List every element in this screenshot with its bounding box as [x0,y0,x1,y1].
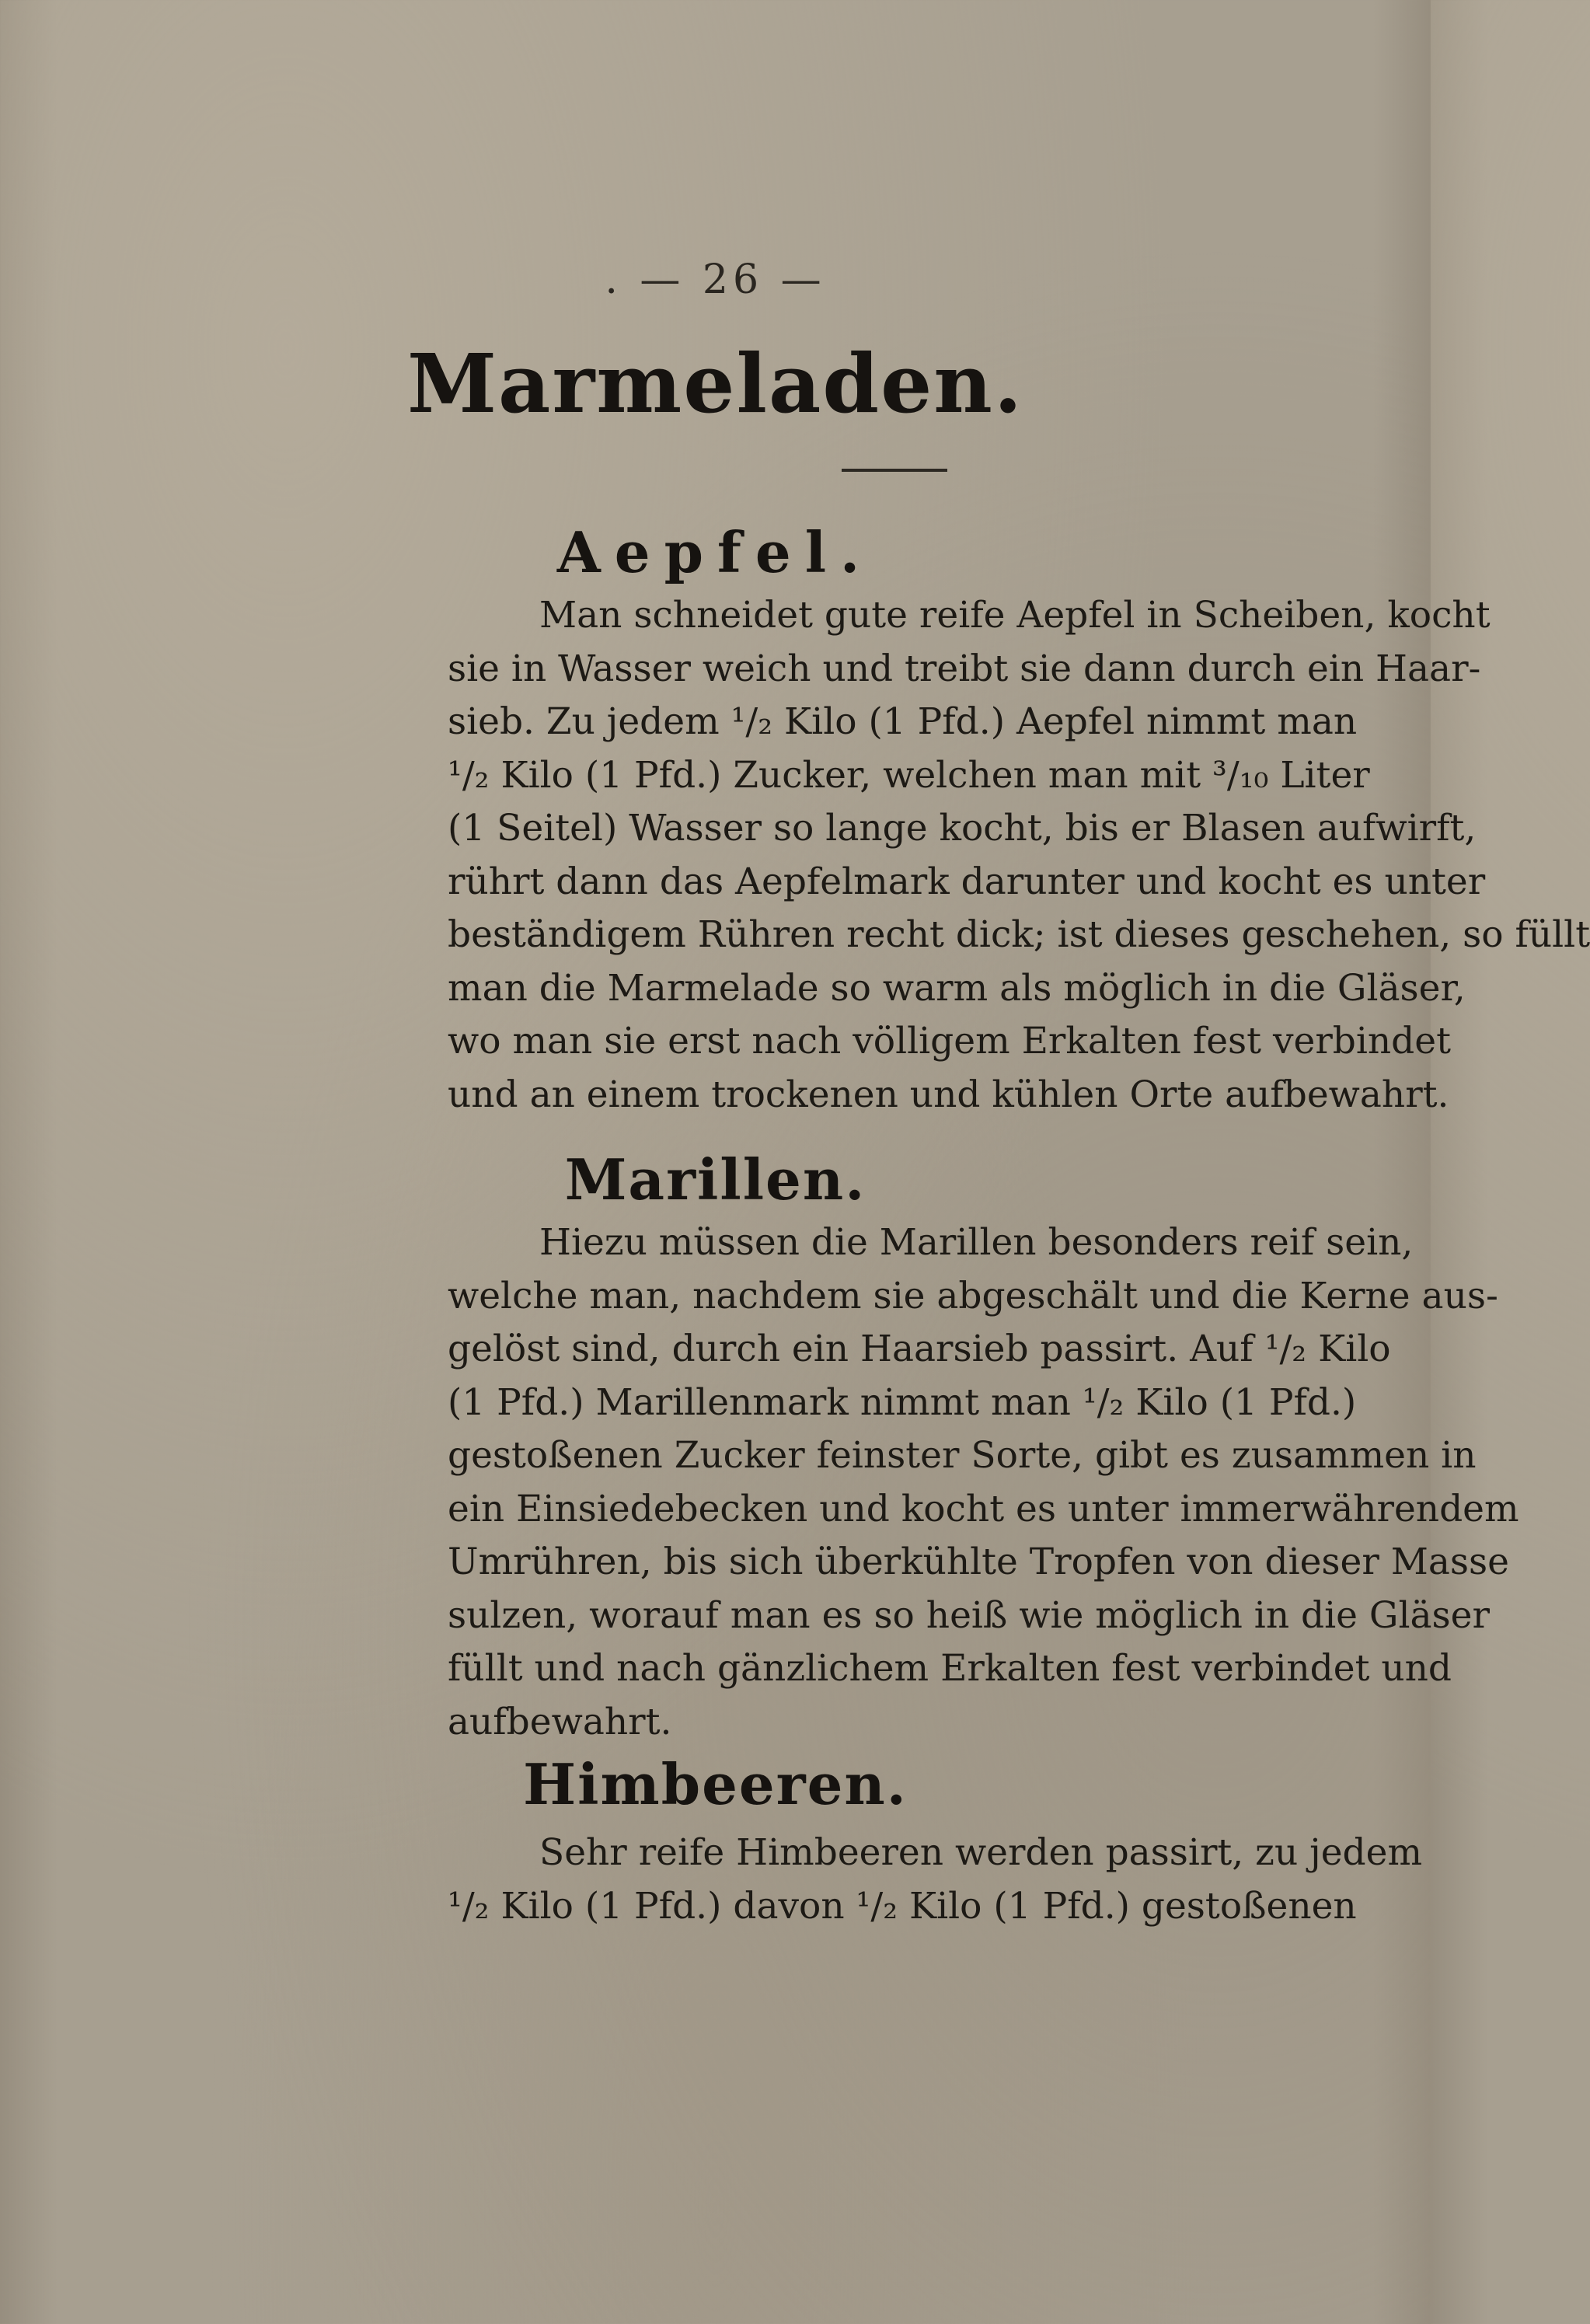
text-line: (1 Seitel) Wasser so lange kocht, bis er Blasen aufwirft, [448,807,1477,850]
text-line: ¹/₂ Kilo (1 Pfd.) davon ¹/₂ Kilo (1 Pfd.) gestoßenen [448,1884,1357,1928]
section-heading-aepfel: Aepfel. [556,519,874,585]
title-divider [842,469,947,472]
text-line: Sehr reife Himbeeren werden passirt, zu jedem [539,1831,1423,1874]
text-line: sie in Wasser weich und treibt sie dann durch ein Haar- [448,647,1481,690]
text-line: sulzen, worauf man es so heiß wie möglich in die Gläser [448,1593,1490,1637]
text-line: aufbewahrt. [448,1700,672,1743]
text-line: welche man, nachdem sie abgeschält und die Kerne aus- [448,1274,1498,1317]
text-line: und an einem trockenen und kühlen Orte aufbewahrt. [448,1073,1449,1116]
text-line: ¹/₂ Kilo (1 Pfd.) Zucker, welchen man mit ³/₁₀ Liter [448,753,1370,797]
text-line: rührt dann das Aepfelmark darunter und kocht es unter [448,860,1486,903]
text-line: (1 Pfd.) Marillenmark nimmt man ¹/₂ Kilo (1 Pfd.) [448,1380,1357,1424]
text-line: ein Einsiedebecken und kocht es unter immerwährendem [448,1487,1519,1530]
recipe-text-aepfel [448,589,1590,1122]
text-line: man die Marmelade so warm als möglich in die Gläser, [448,966,1466,1010]
text-line: Umrühren, bis sich überkühlte Tropfen von dieser Masse [448,1541,1509,1583]
page-title: Marmeladen. [406,336,1024,431]
page-number: . — 26 — [605,256,826,303]
text-line: gestoßenen Zucker feinster Sorte, gibt es zusammen in [448,1434,1477,1477]
text-line: wo man sie erst nach völligem Erkalten fest verbindet [448,1020,1451,1063]
text-line: füllt und nach gänzlichem Erkalten fest verbindet und [448,1647,1452,1690]
section-heading-marillen: Marillen. [564,1146,866,1213]
section-heading-himbeeren: Himbeeren. [523,1751,908,1817]
text-line: Man schneidet gute reife Aepfel in Scheiben, kocht [539,594,1491,637]
text-line: sieb. Zu jedem ¹/₂ Kilo (1 Pfd.) Aepfel nimmt man [448,700,1358,743]
recipe-text-marillen [448,1216,1519,1749]
text-line: gelöst sind, durch ein Haarsieb passirt. Auf ¹/₂ Kilo [448,1328,1391,1370]
text-line: Hiezu müssen die Marillen besonders reif sein, [539,1221,1414,1264]
text-line: beständigem Rühren recht dick; ist dieses geschehen, so füllt [448,913,1590,956]
recipe-text-himbeeren [448,1827,1423,1933]
